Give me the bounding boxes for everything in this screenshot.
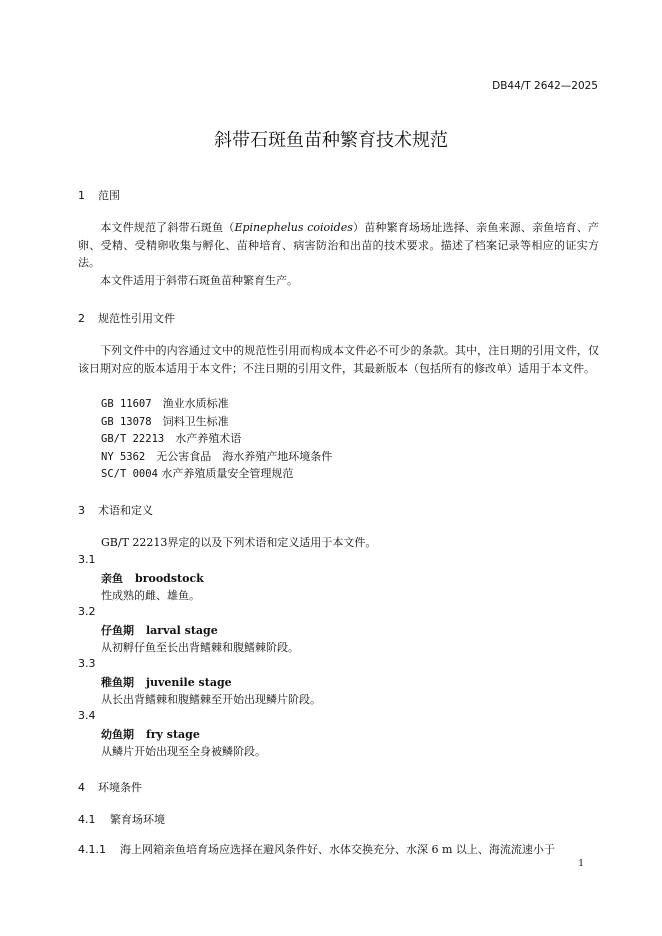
term-title: 仔鱼期 larval stage: [101, 624, 218, 637]
term-number: 3.2: [78, 605, 96, 618]
term-number: 3.4: [78, 709, 96, 722]
page-number: 1: [578, 859, 584, 869]
term-number: 3.1: [78, 553, 96, 566]
term-definition: 从初孵仔鱼至长出背鳍棘和腹鳍棘阶段。: [101, 641, 299, 654]
clause-4-1-1: 4.1.1 海上网箱亲鱼培育场应选择在避风条件好、水体交换充分、水深 6 m 以上、海流流速小于: [78, 843, 555, 856]
section-4-1-heading: 4.1 繁育场环境: [78, 813, 165, 826]
term-number: 3.3: [78, 657, 96, 670]
reference-item: GB/T 22213 水产养殖术语: [101, 432, 242, 445]
section-4-heading: 4 环境条件: [78, 781, 142, 794]
section-2-heading: 2 规范性引用文件: [78, 312, 175, 325]
reference-item: NY 5362 无公害食品 海水养殖产地环境条件: [101, 450, 333, 463]
section-3-heading: 3 术语和定义: [78, 504, 153, 517]
reference-item: GB 11607 渔业水质标准: [101, 397, 229, 410]
document-title: 斜带石斑鱼苗种繁育技术规范: [214, 130, 448, 151]
term-title: 亲鱼 broodstock: [101, 572, 204, 585]
section-1-heading: 1 范围: [78, 189, 120, 202]
section-2-paragraph: 下列文件中的内容通过文中的规范性引用而构成本文件必不可少的条款。其中，注日期的引用文件，仅该日期对应的版本适用于本文件；不注日期的引用文件，其最新版本（包括所有的修改单）适用于本文件。: [78, 344, 599, 375]
term-definition: 从鳞片开始出现至全身被鳞阶段。: [101, 745, 266, 758]
term-title: 幼鱼期 fry stage: [101, 728, 200, 741]
section-1-paragraph-2: 本文件适用于斜带石斑鱼苗种繁育生产。: [100, 274, 298, 287]
document-number: DB44/T 2642—2025: [492, 80, 598, 92]
section-1-paragraph-1: 本文件规范了斜带石斑鱼（Epinephelus coioides）苗种繁育场场址选择、亲鱼来源、亲鱼培育、产卵、受精、受精卵收集与孵化、苗种培育、病害防治和出苗的技术要求。描述了档案记录等相应的证实方法。: [78, 221, 600, 269]
reference-item: GB 13078 饲料卫生标准: [101, 415, 229, 428]
term-definition: 性成熟的雌、雄鱼。: [101, 589, 200, 602]
section-3-intro: GB/T 22213界定的以及下列术语和定义适用于本文件。: [101, 536, 377, 549]
term-title: 稚鱼期 juvenile stage: [101, 676, 232, 689]
term-definition: 从长出背鳍棘和腹鳍棘至开始出现鳞片阶段。: [101, 693, 321, 706]
reference-item: SC/T 0004 水产养殖质量安全管理规范: [101, 467, 294, 480]
